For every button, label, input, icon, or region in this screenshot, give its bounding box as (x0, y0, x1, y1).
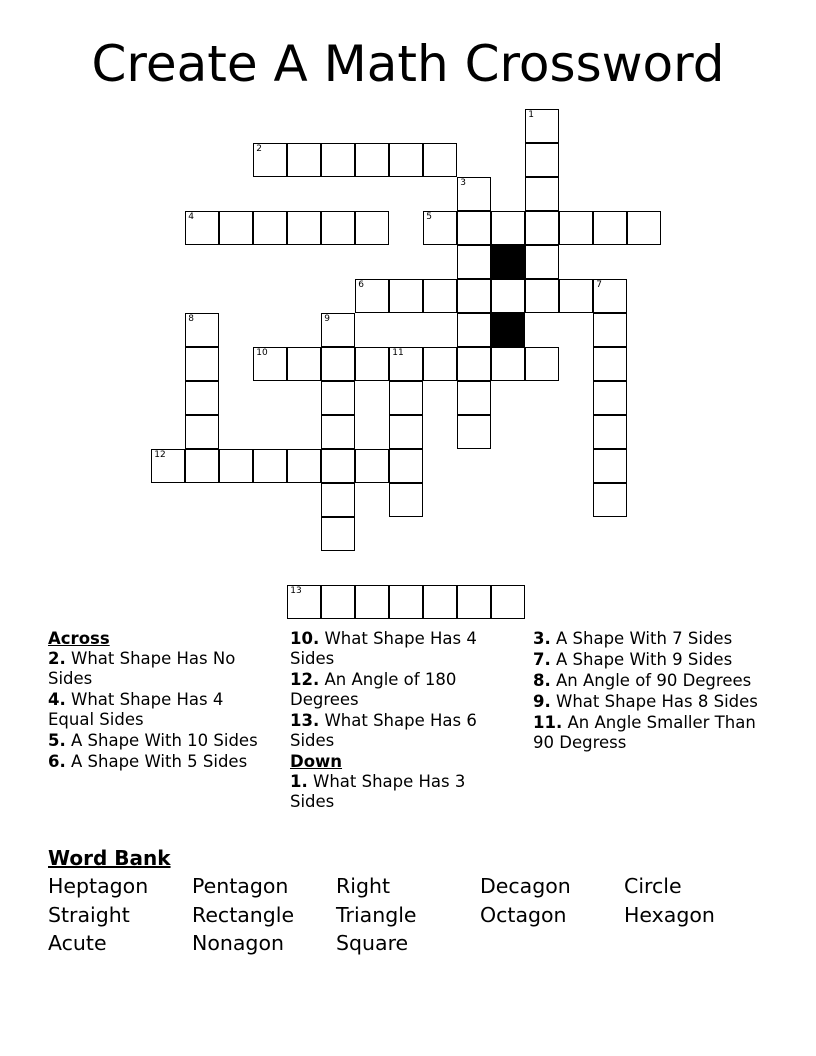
grid-cell[interactable] (321, 517, 355, 551)
grid-cell[interactable] (525, 245, 559, 279)
grid-cell[interactable] (491, 347, 525, 381)
word-bank-word: Heptagon (48, 874, 149, 898)
grid-cell[interactable] (185, 381, 219, 415)
grid-cell[interactable] (321, 313, 355, 347)
clues-column-2 (290, 629, 510, 813)
clue-across-12: 12. An Angle of 180 Degrees (290, 670, 457, 709)
grid-cell[interactable] (457, 347, 491, 381)
clue-down-8: 8. An Angle of 90 Degrees (533, 671, 752, 690)
grid-cell[interactable] (389, 347, 423, 381)
grid-cell[interactable] (355, 585, 389, 619)
clue-across-13: 13. What Shape Has 6 Sides (290, 711, 477, 750)
grid-cell[interactable] (525, 279, 559, 313)
grid-cell[interactable] (389, 483, 423, 517)
grid-cell[interactable] (389, 449, 423, 483)
grid-cell[interactable] (321, 415, 355, 449)
grid-cell[interactable] (321, 449, 355, 483)
grid-cell[interactable] (525, 143, 559, 177)
grid-cell[interactable] (457, 211, 491, 245)
grid-cell[interactable] (525, 211, 559, 245)
word-bank-word: Circle (624, 874, 682, 898)
clue-number: 1 (528, 110, 534, 121)
clue-number: 12 (154, 450, 166, 461)
grid-cell[interactable] (423, 347, 457, 381)
clue-number: 2 (256, 144, 262, 155)
grid-cell[interactable] (457, 585, 491, 619)
clue-number: 13 (290, 586, 302, 597)
grid-cell[interactable] (321, 347, 355, 381)
clue-down-11: 11. An Angle Smaller Than 90 Degress (533, 713, 756, 752)
grid-cell[interactable] (253, 449, 287, 483)
grid-cell[interactable] (491, 585, 525, 619)
clue-across-4: 4. What Shape Has 4 Equal Sides (48, 690, 224, 729)
grid-cell[interactable] (287, 211, 321, 245)
word-bank-word: Square (336, 931, 409, 955)
grid-cell[interactable] (321, 381, 355, 415)
clues-column-3 (533, 629, 768, 754)
grid-cell[interactable] (593, 415, 627, 449)
grid-cell[interactable] (253, 211, 287, 245)
grid-cell[interactable] (389, 415, 423, 449)
grid-cell[interactable] (457, 313, 491, 347)
clue-number: 8 (188, 314, 194, 325)
word-bank-word: Decagon (480, 874, 571, 898)
grid-cell[interactable] (355, 211, 389, 245)
grid-cell[interactable] (593, 381, 627, 415)
word-bank-word: Rectangle (192, 903, 295, 927)
word-bank-word: Pentagon (192, 874, 289, 898)
word-bank-word: Acute (48, 931, 107, 955)
word-bank-title: Word Bank (48, 846, 171, 870)
grid-cell[interactable] (593, 211, 627, 245)
grid-block (491, 245, 525, 279)
grid-cell[interactable] (389, 143, 423, 177)
clue-number: 10 (256, 348, 268, 359)
clues-column-1 (48, 629, 263, 773)
page-title: Create A Math Crossword (91, 35, 725, 93)
grid-cell[interactable] (321, 143, 355, 177)
clue-down-7: 7. A Shape With 9 Sides (533, 650, 733, 669)
clue-number: 3 (460, 178, 466, 189)
grid-cell[interactable] (559, 211, 593, 245)
grid-cell[interactable] (321, 585, 355, 619)
grid-cell[interactable] (457, 279, 491, 313)
grid-cell[interactable] (287, 347, 321, 381)
grid-cell[interactable] (287, 143, 321, 177)
grid-cell[interactable] (355, 279, 389, 313)
grid-cell[interactable] (355, 449, 389, 483)
clue-down-3: 3. A Shape With 7 Sides (533, 629, 733, 648)
word-bank-word: Hexagon (624, 903, 715, 927)
grid-cell[interactable] (185, 415, 219, 449)
grid-cell[interactable] (593, 483, 627, 517)
clue-number: 9 (324, 314, 330, 325)
grid-cell[interactable] (151, 449, 185, 483)
across-heading: Across (48, 629, 110, 648)
grid-cell[interactable] (423, 143, 457, 177)
grid-cell[interactable] (593, 279, 627, 313)
clue-down-1: 1. What Shape Has 3 Sides (290, 772, 466, 811)
grid-cell[interactable] (253, 347, 287, 381)
clue-number: 6 (358, 280, 364, 291)
clue-number: 5 (426, 212, 432, 223)
grid-cell[interactable] (525, 109, 559, 143)
grid-cell[interactable] (185, 211, 219, 245)
grid-cell[interactable] (627, 211, 661, 245)
clue-across-2: 2. What Shape Has No Sides (48, 649, 236, 688)
grid-cell[interactable] (185, 449, 219, 483)
grid-cell[interactable] (389, 381, 423, 415)
clue-down-9: 9. What Shape Has 8 Sides (533, 692, 758, 711)
grid-cell[interactable] (321, 211, 355, 245)
grid-cell[interactable] (287, 585, 321, 619)
grid-cell[interactable] (559, 279, 593, 313)
word-bank-word: Nonagon (192, 931, 284, 955)
grid-cell[interactable] (457, 177, 491, 211)
clue-number: 4 (188, 212, 194, 223)
grid-cell[interactable] (185, 313, 219, 347)
down-heading: Down (290, 752, 343, 771)
grid-cell[interactable] (457, 245, 491, 279)
grid-cell[interactable] (355, 347, 389, 381)
clue-number: 7 (596, 280, 602, 291)
grid-cell[interactable] (287, 449, 321, 483)
grid-cell[interactable] (457, 415, 491, 449)
word-bank-word: Triangle (336, 903, 417, 927)
grid-cell[interactable] (321, 483, 355, 517)
grid-cell[interactable] (491, 211, 525, 245)
grid-cell[interactable] (423, 279, 457, 313)
grid-cell[interactable] (593, 449, 627, 483)
grid-cell[interactable] (423, 585, 457, 619)
grid-cell[interactable] (423, 211, 457, 245)
grid-cell[interactable] (355, 143, 389, 177)
grid-cell[interactable] (389, 279, 423, 313)
grid-cell[interactable] (525, 347, 559, 381)
clue-number: 11 (392, 348, 404, 359)
clue-across-5: 5. A Shape With 10 Sides (48, 731, 258, 750)
grid-block (491, 313, 525, 347)
clue-across-10: 10. What Shape Has 4 Sides (290, 629, 477, 668)
grid-cell[interactable] (389, 585, 423, 619)
word-bank-word: Octagon (480, 903, 567, 927)
grid-cell[interactable] (253, 143, 287, 177)
grid-cell[interactable] (457, 381, 491, 415)
grid-cell[interactable] (219, 211, 253, 245)
grid-cell[interactable] (593, 347, 627, 381)
clue-across-6: 6. A Shape With 5 Sides (48, 752, 248, 771)
grid-cell[interactable] (219, 449, 253, 483)
grid-cell[interactable] (593, 313, 627, 347)
grid-cell[interactable] (491, 279, 525, 313)
grid-cell[interactable] (525, 177, 559, 211)
grid-cell[interactable] (185, 347, 219, 381)
word-bank-word: Right (336, 874, 390, 898)
word-bank-word: Straight (48, 903, 130, 927)
